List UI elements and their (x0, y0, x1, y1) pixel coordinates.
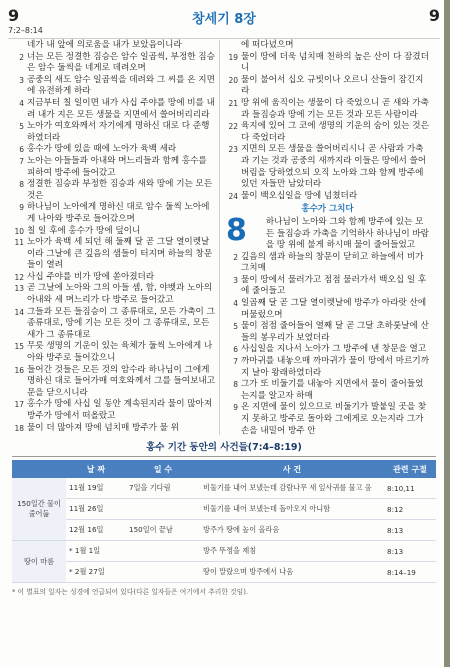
verse (226, 52, 429, 75)
table-cell-ref: 8:10,11 (384, 478, 436, 499)
verse (226, 298, 429, 321)
verse (226, 275, 429, 298)
verse (12, 365, 215, 400)
table-row (12, 478, 436, 499)
verse (12, 156, 215, 179)
verse (226, 144, 429, 190)
table-rule (12, 456, 436, 457)
table-cell-event: 비둘기를 내어 보냈는데 감람나무 새 잎사귀를 물고 옴 (200, 478, 384, 499)
verse-number: 3 (19, 75, 24, 85)
table-cell-date: 11월 26일 (66, 499, 126, 520)
table-group-label: 150일간 물이 줄어듦 (12, 478, 66, 541)
verse-text: 물이 점점 줄어들어 열째 달 곧 그달 초하룻날에 산들의 봉우리가 보였더라 (241, 321, 429, 343)
verse-text: 사십일을 지나서 노아가 그 방주에 낸 창문을 열고 (241, 344, 427, 355)
verse-text: 육지에 있어 그 코에 생명의 기운의 숨이 있는 것은 다 죽었더라 (241, 121, 429, 143)
table-cell-date: 12월 16일 (66, 520, 126, 541)
verse-number: 3 (233, 275, 238, 285)
verse-text: 물이 더 많아져 땅에 넘치매 방주가 물 위 (27, 422, 179, 433)
table-header-ref: 관련 구절 (384, 460, 436, 478)
verse (12, 272, 215, 284)
verse-text: 지면의 모든 생물을 쓸어버리시니 곧 사람과 가축과 기는 것과 공중의 새까지라 이들은 땅에서 쓸어버림을 당하였으되 오직 노아와 그와 함께 방주에 있던 자들만 남았더라 (241, 144, 427, 190)
table-cell-days: 7일을 기다림 (126, 478, 200, 499)
verse-number: 19 (228, 52, 238, 62)
verse (226, 356, 429, 379)
verse-number: 9 (233, 403, 238, 413)
verse (226, 402, 429, 437)
right-column (226, 40, 429, 437)
verse-text: 곧 그날에 노아와 그의 아들 셈, 함, 야벳과 노아의 아내와 세 며느리가 다 방주로 들어갔고 (27, 283, 213, 306)
verse-text: 들어간 것들은 모든 것의 암수라 하나님이 그에게 명하신 대로 들어가매 여호와께서 그를 들여보내고 문을 닫으시니라 (27, 364, 215, 398)
table-cell-days: 150일이 끝남 (126, 520, 200, 541)
chapter-title: 창세기 8장 (192, 12, 256, 27)
table-cell-days (126, 562, 200, 583)
table-row (12, 541, 436, 562)
table-cell-event: 방주 뚜껑을 제침 (200, 541, 384, 562)
verse (12, 144, 215, 156)
verse-text: 물이 땅에서 물러가고 점점 물러가서 백오십 일 후에 줄어들고 (241, 274, 427, 297)
verse-text: 너는 모든 정결한 짐승은 암수 일곱씩, 부정한 짐승은 암수 둘씩을 네게로 데려오며 (27, 51, 215, 74)
right-column-ch8 (226, 212, 429, 437)
verse-text: 노아가 여호와께서 자기에게 명하신 대로 다 준행하였더라 (27, 121, 210, 143)
verse-number: 22 (228, 122, 238, 132)
table-footnote: * 이 별표의 일자는 성경에 언급되어 있다(다른 일자들은 여기에서 추리한 것임). (12, 588, 249, 596)
verse-number: 9 (19, 203, 24, 213)
verse-text: 그들과 모든 들짐승이 그 종류대로, 모든 가축이 그 종류대로, 땅에 기는 모든 것이 그 종류대로, 모든 새가 그 종류대로 (27, 306, 215, 340)
table-header-days: 일 수 (126, 460, 200, 478)
table-cell-ref: 8:12 (384, 499, 436, 520)
verse (12, 179, 215, 202)
verse-text: 칠 일 후에 홍수가 땅에 덮이니 (27, 225, 141, 236)
verse-number: 17 (14, 400, 24, 410)
verse (12, 98, 215, 121)
verse (12, 307, 215, 342)
table-cell-event: 방주가 땅에 높이 올라옴 (200, 520, 384, 541)
verse-number: 7 (233, 357, 238, 367)
table-title: 홍수 기간 동안의 사건들(7:4–8:19) (146, 442, 302, 453)
verse-number: 20 (228, 75, 238, 85)
verse-text: 홍수가 땅에 사십 일 동안 계속된지라 물이 많아져 방주가 땅에서 떠올랐고 (27, 399, 213, 421)
verse (226, 75, 429, 98)
verse-text: 노아가 육백 세 되던 해 둘째 달 곧 그달 열이렛날이라 그날에 큰 깊음의 샘들이 터지며 하늘의 창문들이 열려 (27, 237, 213, 271)
table-row (12, 499, 436, 520)
verse-number: 11 (14, 238, 24, 248)
verse-text: 홍수가 땅에 있을 때에 노아가 육백 세라 (27, 144, 177, 155)
verse-number (226, 40, 241, 52)
flood-events-table (12, 460, 436, 583)
verse-text: 까마귀를 내놓으매 까마귀가 물이 땅에서 마르기까지 날아 왕래하였더라 (241, 356, 429, 378)
table-cell-date: * 2월 27일 (66, 562, 126, 583)
verse (12, 75, 215, 98)
table-cell-date: * 1월 1일 (66, 541, 126, 562)
table-header-row (12, 460, 436, 478)
verse-number: 10 (14, 226, 24, 236)
verse (226, 344, 429, 356)
table-cell-date: 11월 19일 (66, 478, 126, 499)
chapter-number: 8 (226, 212, 247, 248)
flood-events-table-section (12, 440, 436, 664)
verse-number: 4 (19, 98, 24, 108)
table-row (12, 520, 436, 541)
verse-number: 24 (228, 191, 238, 201)
verse-text: 땅 위에 움직이는 생물이 다 죽었으니 곧 새와 가축과 들짐승과 땅에 기는 모든 것과 모든 사람이라 (241, 97, 429, 120)
verse-text: 일곱째 달 곧 그달 열이렛날에 방주가 아라랏 산에 머물렀으며 (241, 298, 427, 320)
verse (226, 252, 429, 275)
verse-text: 노아는 아들들과 아내와 며느리들과 함께 홍수를 피하여 방주에 들어갔고 (27, 155, 207, 178)
verse-number: 5 (19, 122, 24, 132)
verse-number: 21 (228, 98, 238, 108)
table-header-date: 날 짜 (66, 460, 126, 478)
verse-number: 8 (19, 180, 24, 190)
verse (12, 341, 215, 364)
verse-range: 7:2–8:14 (8, 26, 43, 35)
verse-text: 에 떠다녔으며 (241, 40, 294, 50)
table-row (12, 562, 436, 583)
verse-number: 5 (233, 322, 238, 332)
table-cell-ref: 8:13 (384, 541, 436, 562)
verse-text: 물이 불어서 십오 규빗이나 오르니 산들이 잠긴지라 (241, 74, 424, 97)
table-header-event: 사 건 (200, 460, 384, 478)
verse-number: 23 (228, 145, 238, 155)
verse (226, 321, 429, 344)
verse-number: 2 (19, 52, 24, 62)
table-cell-days (126, 499, 200, 520)
verse (226, 98, 429, 121)
verse-number: 13 (14, 284, 24, 294)
verse-text: 물이 땅에 더욱 넘치매 천하의 높은 산이 다 잠겼더니 (241, 51, 429, 74)
verse (226, 191, 429, 203)
verse-text: 정결한 짐승과 부정한 짐승과 새와 땅에 기는 모든 것은 (27, 179, 213, 201)
verse-number: 16 (14, 365, 24, 375)
table-cell-ref: 8:13 (384, 520, 436, 541)
verse-text: 무릇 생명의 기운이 있는 육체가 둘씩 노아에게 나아와 방주로 들어갔으니 (27, 341, 213, 364)
verse-text: 지금부터 칠 일이면 내가 사십 주야를 땅에 비를 내려 내가 지은 모든 생물을 지면에서 쓸어버리리라 (27, 97, 215, 120)
verse-text: 물이 백오십일을 땅에 넘쳤더라 (241, 190, 358, 201)
verse-text: 하나님이 노아에게 명하신 대로 암수 둘씩 노아에게 나아와 방주로 들어갔으며 (27, 202, 210, 224)
left-column (12, 40, 215, 434)
page-number-right: 9 (428, 6, 440, 25)
verse-text: 하나님이 노아와 그와 함께 방주에 있는 모든 들짐승과 가축을 기억하사 하나님이 바람을 땅 위에 불게 하시매 물이 줄어들었고 (265, 216, 429, 251)
table-cell-ref: 8:14–19 (384, 562, 436, 583)
table-header-group (12, 460, 66, 478)
verse-number: 4 (233, 299, 238, 309)
verse-number: 18 (14, 423, 24, 433)
verse (12, 52, 215, 75)
verse (251, 217, 429, 252)
verse-number: 8 (233, 380, 238, 390)
verse (226, 40, 429, 52)
verse (12, 399, 215, 422)
verse-number (12, 40, 27, 52)
page-number-left: 9 (8, 6, 20, 25)
right-column-ch7 (226, 40, 429, 202)
verse (226, 121, 429, 144)
verse (12, 121, 215, 144)
verse-number (251, 217, 266, 252)
verse-text: 네가 내 앞에 의로움을 내가 보았음이니라 (27, 40, 182, 50)
table-cell-event: 비둘기를 내어 보냈는데 돌아오지 아니함 (200, 499, 384, 520)
verse-number: 7 (19, 156, 24, 166)
verse-text: 사십 주야를 비가 땅에 쏟아졌더라 (27, 271, 155, 282)
table-group-label: 땅이 마름 (12, 541, 66, 583)
column-divider (219, 40, 220, 435)
table-cell-days (126, 541, 200, 562)
verse (12, 40, 215, 52)
page-edge (444, 0, 450, 667)
verse-number: 12 (14, 272, 24, 282)
verse (12, 202, 215, 225)
verse-text: 그가 또 비둘기를 내놓아 지면에서 물이 줄어들었는지를 알고자 하매 (241, 379, 424, 401)
verse-text: 온 지면에 물이 있으므로 비둘기가 발붙일 곳을 찾지 못하고 방주로 돌아와 그에게로 오는지라 그가 손을 내밀어 방주 안 (241, 402, 427, 436)
verse-text: 깊음의 샘과 하늘의 창문이 닫히고 하늘에서 비가 그치매 (241, 251, 424, 274)
verse (226, 379, 429, 402)
verse (12, 226, 215, 238)
verse-number: 6 (233, 345, 238, 355)
verse-number: 6 (19, 145, 24, 155)
verse (12, 423, 215, 435)
verse-text: 공중의 새도 암수 일곱씩을 데려와 그 씨를 온 지면에 유전하게 하라 (27, 74, 215, 97)
verse-number: 15 (14, 342, 24, 352)
table-cell-event: 땅이 말랐으며 방주에서 나옴 (200, 562, 384, 583)
verse-number: 14 (14, 307, 24, 317)
verse (12, 237, 215, 272)
verse (12, 283, 215, 306)
section-heading: 홍수가 그치다 (301, 204, 354, 215)
page-header (8, 4, 440, 39)
verse-number: 2 (233, 252, 238, 262)
